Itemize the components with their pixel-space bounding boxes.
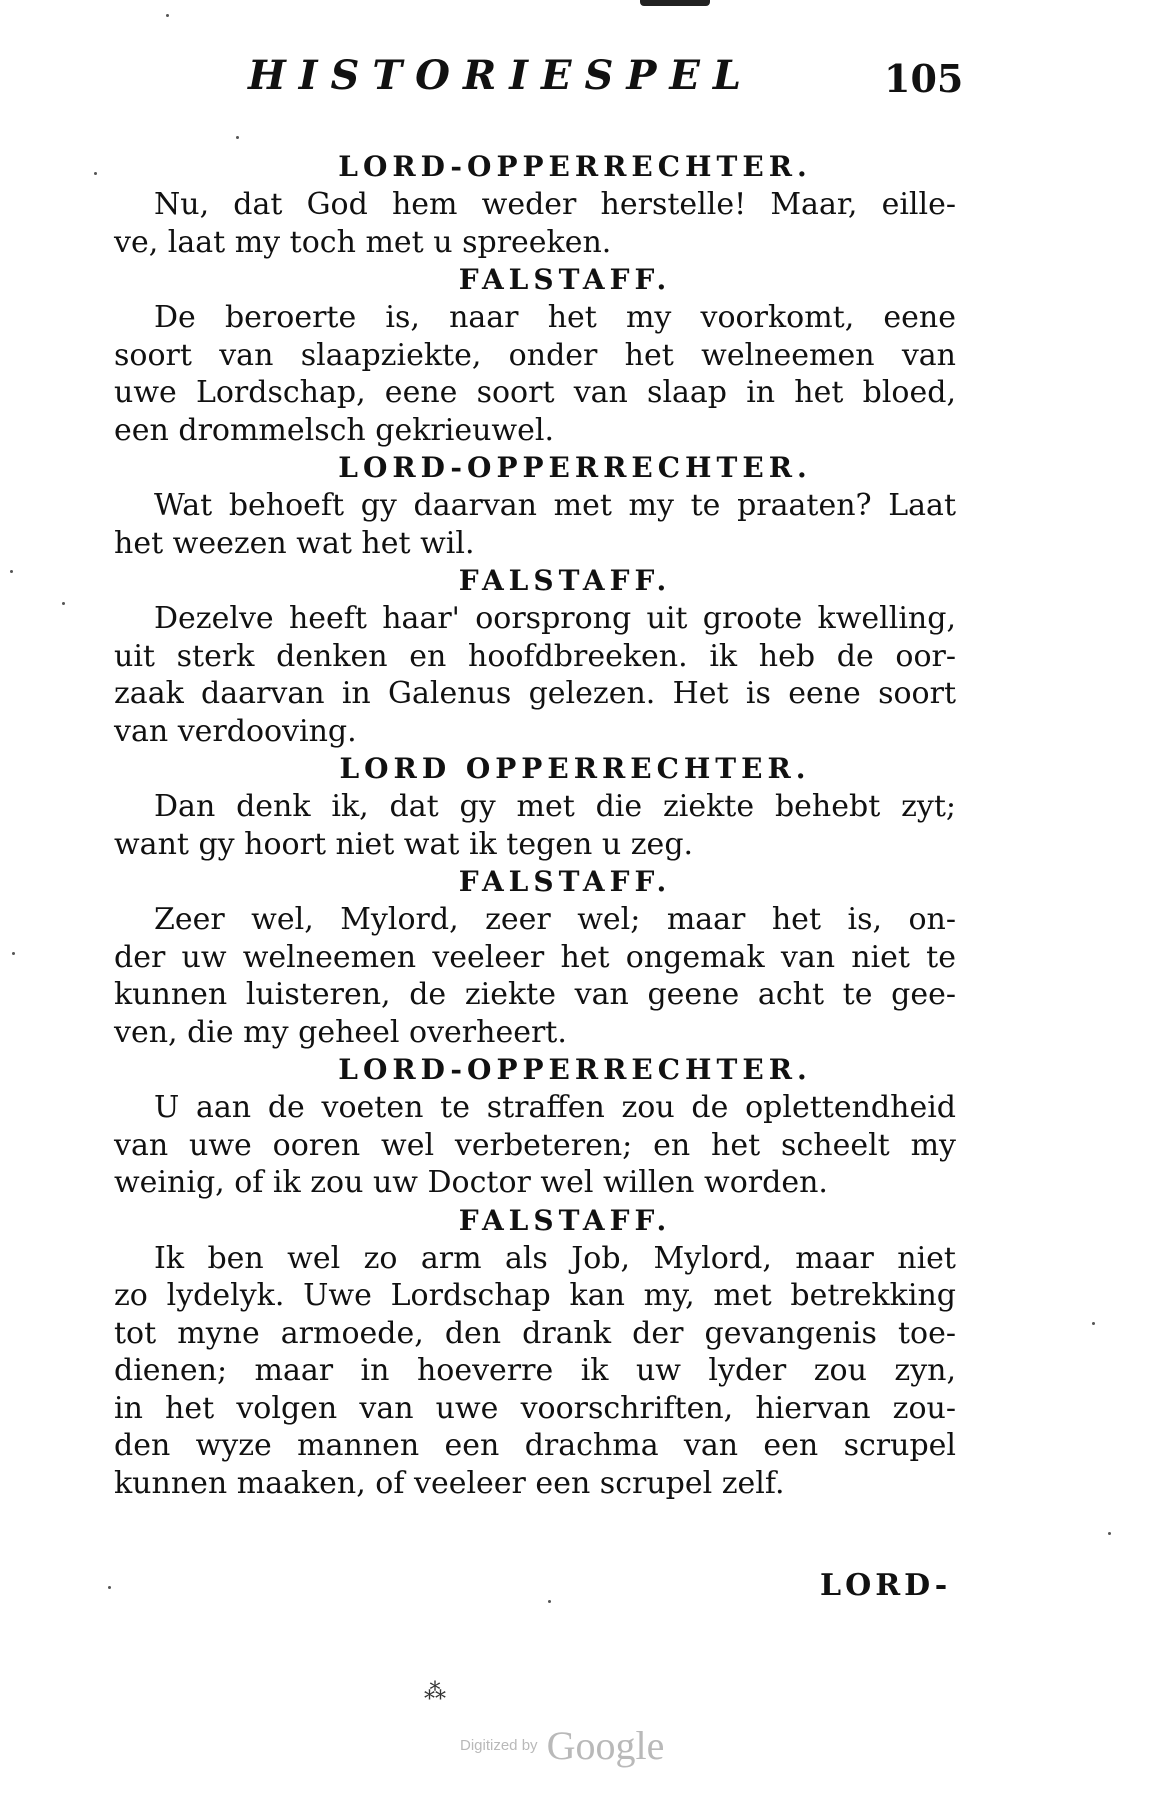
speaker-heading: FALSTAFF. (458, 564, 672, 597)
speaker-heading: LORD-OPPERRECHTER. (338, 1053, 812, 1086)
speech (114, 1089, 956, 1202)
speech-line: Dan denk ik, dat gy met die ziekte behebt zyt; (154, 789, 956, 824)
dialogue-text (114, 148, 956, 1502)
speech-line: Nu, dat God hem weder herstelle! Maar, eille- (154, 187, 956, 222)
speech-line: dienen; maar in hoeverre ik uw lyder zou zyn, (114, 1353, 956, 1388)
google-logo: Google (546, 1723, 665, 1768)
speech-line: tot myne armoede, den drank der gevangenis toe- (114, 1315, 956, 1351)
speaker-heading: FALSTAFF. (458, 1203, 672, 1237)
speech-line: van uwe ooren wel verbeteren; en het scheelt my (114, 1127, 956, 1163)
speaker-heading: FALSTAFF. (458, 865, 672, 898)
paper-speck (94, 172, 97, 175)
speech-line: uwe Lordschap, eene soort van slaap in het bloed, (114, 375, 956, 410)
speech-line: Dezelve heeft haar' oorsprong uit groote kwelling, (154, 601, 956, 636)
paper-speck (236, 136, 239, 139)
paper-speck (12, 952, 15, 955)
speech (114, 901, 956, 1051)
speech-line: ve, laat my toch met u spreeken. (114, 224, 612, 260)
catchword: LORD- (820, 1568, 952, 1603)
speech-line: U aan de voeten te straffen zou de oplettendheid (154, 1090, 956, 1125)
speech-line: soort van slaapziekte, onder het welneemen van (114, 337, 956, 373)
paper-speck (166, 14, 169, 17)
page-number: 105 (884, 56, 964, 101)
speech-line: den wyze mannen een drachma van een scrupel (114, 1428, 956, 1463)
speech (114, 487, 956, 562)
speech-line: uit sterk denken en hoofdbreeken. ik heb de oor- (114, 638, 956, 674)
speech (114, 600, 956, 750)
speech-line: Wat behoeft gy daarvan met my te praaten? Laat (154, 488, 956, 523)
paper-speck (548, 1600, 551, 1603)
speech-line: der uw welneemen veeleer het ongemak van niet te (114, 939, 956, 975)
speech-line: zaak daarvan in Galenus gelezen. Het is eene soort (114, 676, 956, 711)
speaker-heading: LORD-OPPERRECHTER. (338, 451, 812, 484)
paper-speck (62, 602, 65, 605)
top-ornament (640, 0, 710, 6)
watermark-prefix: Digitized by (460, 1737, 538, 1754)
speech-line: ven, die my geheel overheert. (114, 1014, 567, 1050)
running-title: HISTORIESPEL (248, 52, 755, 99)
speaker-heading: FALSTAFF. (458, 263, 672, 296)
speech-line: kunnen maaken, of veeleer een scrupel zelf. (114, 1465, 785, 1501)
speech-line: het weezen wat het wil. (114, 525, 475, 561)
paper-speck (1108, 1532, 1111, 1535)
speech-line: De beroerte is, naar het my voorkomt, eene (154, 300, 956, 335)
speech (114, 186, 956, 261)
speech (114, 1240, 956, 1503)
paper-speck (108, 1586, 111, 1589)
speech (114, 788, 956, 863)
speech-line: een drommelsch gekrieuwel. (114, 412, 554, 448)
speech-line: zo lydelyk. Uwe Lordschap kan my, met betrekking (114, 1278, 956, 1313)
speech-line: Ik ben wel zo arm als Job, Mylord, maar niet (154, 1240, 956, 1276)
digitization-watermark (460, 1722, 664, 1769)
printers-mark: ⁂ (424, 1680, 446, 1705)
speech (114, 299, 956, 449)
speaker-heading: LORD-OPPERRECHTER. (338, 150, 812, 183)
speaker-heading: LORD OPPERRECHTER. (339, 752, 811, 785)
paper-speck (10, 570, 13, 573)
paper-speck (1092, 1322, 1095, 1325)
speech-line: want gy hoort niet wat ik tegen u zeg. (114, 826, 694, 862)
speech-line: weinig, of ik zou uw Doctor wel willen worden. (114, 1165, 828, 1200)
speech-line: in het volgen van uwe voorschriften, hiervan zou- (114, 1390, 956, 1426)
speech-line: kunnen luisteren, de ziekte van geene acht te gee- (114, 977, 956, 1012)
speech-line: van verdooving. (114, 713, 357, 749)
speech-line: Zeer wel, Mylord, zeer wel; maar het is, on- (154, 902, 956, 937)
